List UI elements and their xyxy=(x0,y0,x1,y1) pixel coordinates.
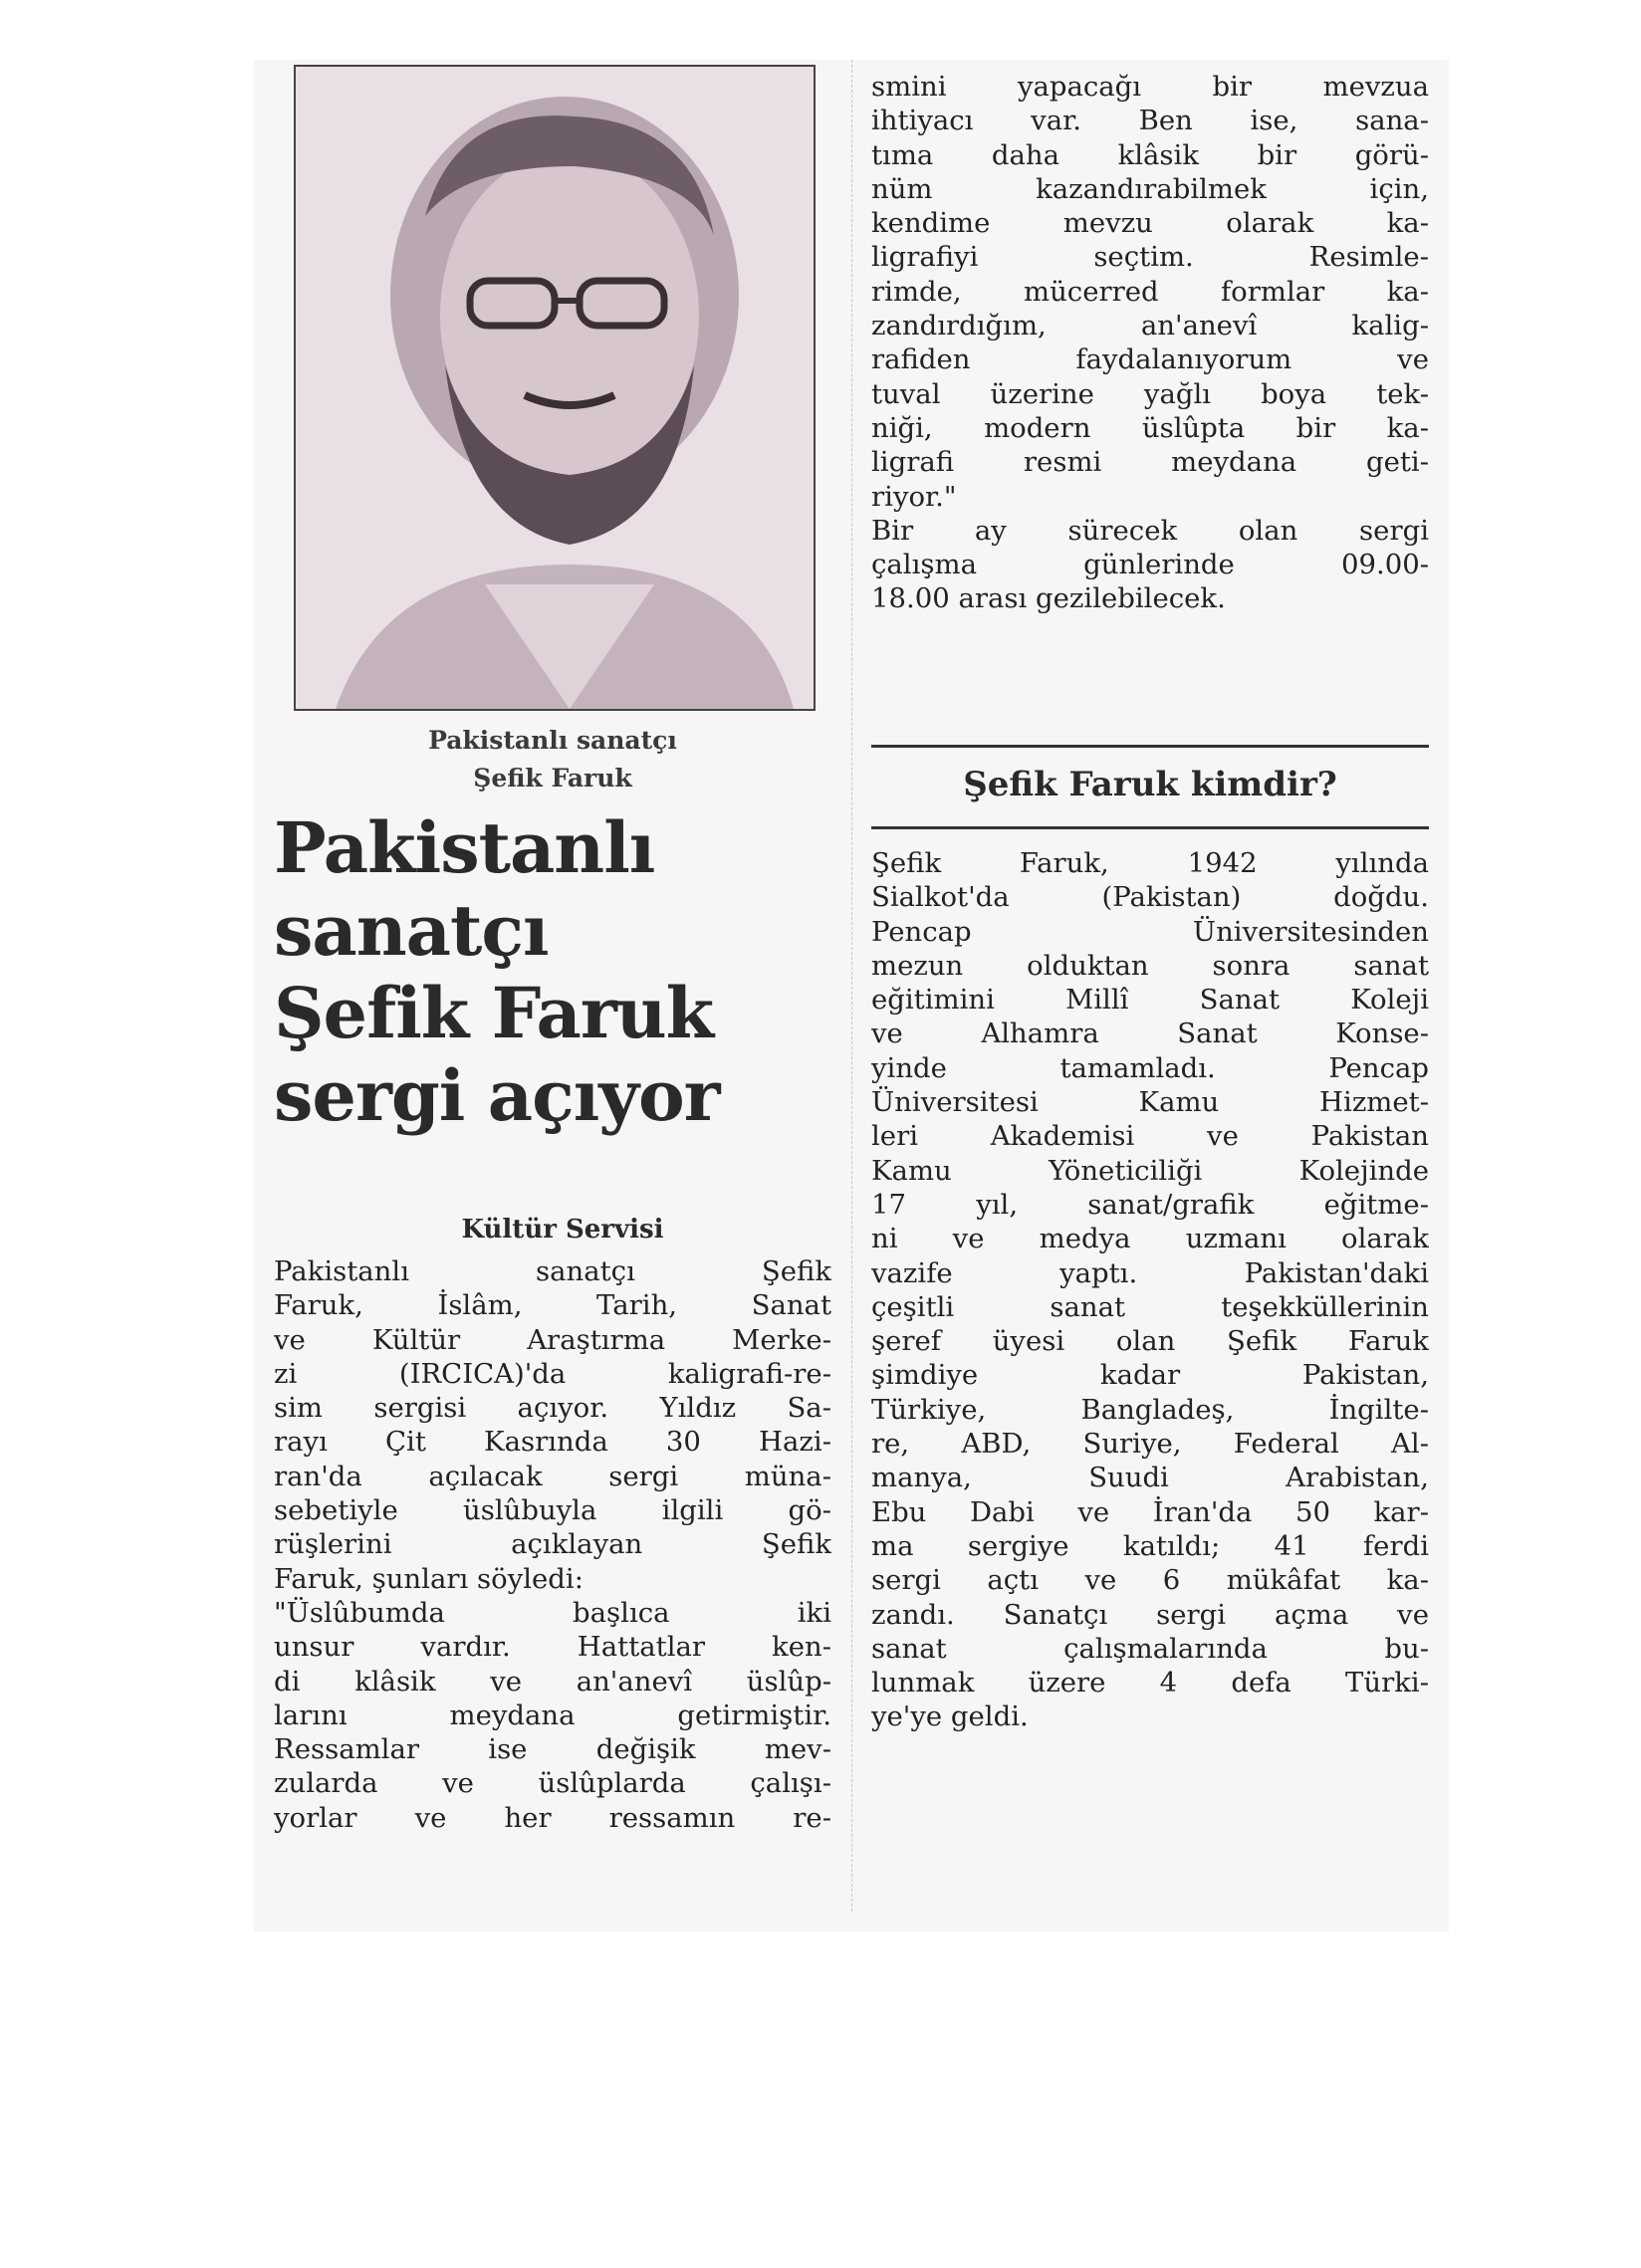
text-line: çeşitli sanat teşekküllerinin xyxy=(871,1290,1429,1323)
text-line: Ebu Dabi ve İran'da 50 kar- xyxy=(871,1495,1429,1528)
text-line: ve Alhamra Sanat Konse- xyxy=(871,1018,1429,1050)
text-line: eğitimini Millî Sanat Koleji xyxy=(871,984,1429,1017)
text-line: sergi açtı ve 6 mükâfat ka- xyxy=(871,1564,1429,1597)
text-line: rafiden faydalanıyorum ve xyxy=(871,343,1429,376)
text-line: yinde tamamladı. Pencap xyxy=(871,1051,1429,1084)
text-line: ma sergiye katıldı; 41 ferdi xyxy=(871,1529,1429,1562)
article-headline xyxy=(274,806,851,1137)
text-line: Faruk, şunları söyledi: xyxy=(274,1562,584,1595)
headline-line: Pakistanlı xyxy=(274,806,655,889)
text-line: mezun olduktan sonra sanat xyxy=(871,949,1429,982)
text-line: lunmak üzere 4 defa Türki- xyxy=(871,1667,1429,1700)
text-line: ligrafi resmi meydana geti- xyxy=(871,446,1429,479)
text-line: Kamu Yöneticiliği Kolejinde xyxy=(871,1154,1429,1187)
section-subhead: Şefik Faruk kimdir? xyxy=(963,765,1337,804)
text-line: Faruk, İslâm, Tarih, Sanat xyxy=(274,1289,831,1322)
text-line: Bir ay sürecek olan sergi xyxy=(871,514,1429,547)
text-line: re, ABD, Suriye, Federal Al- xyxy=(871,1428,1429,1461)
text-line: 17 yıl, sanat/grafik eğitme- xyxy=(871,1188,1429,1221)
byline: Kültür Servisi xyxy=(461,1215,664,1245)
text-line: ran'da açılacak sergi müna- xyxy=(274,1460,831,1492)
photo-caption xyxy=(294,722,812,797)
column-divider xyxy=(851,60,852,1912)
right-column-body-bottom xyxy=(871,846,1429,1734)
text-line: kendime mevzu olarak ka- xyxy=(871,207,1429,240)
right-column-body-top xyxy=(871,70,1429,616)
text-line: vazife yaptı. Pakistan'daki xyxy=(871,1256,1429,1289)
text-line: ye'ye geldi. xyxy=(871,1701,1029,1733)
text-line: zandı. Sanatçı sergi açma ve xyxy=(871,1598,1429,1631)
text-line: rayı Çit Kasrında 30 Hazi- xyxy=(274,1426,831,1459)
headline-line: Şefik Faruk xyxy=(274,972,714,1054)
text-line: zularda ve üslûplarda çalışı- xyxy=(274,1767,831,1800)
text-line: Sialkot'da (Pakistan) doğdu. xyxy=(871,881,1429,914)
text-line: tuval üzerine yağlı boya tek- xyxy=(871,377,1429,410)
text-line: ve Kültür Araştırma Merke- xyxy=(274,1323,831,1356)
text-line: şimdiye kadar Pakistan, xyxy=(871,1359,1429,1392)
text-line: smini yapacağı bir mevzua xyxy=(871,71,1429,103)
text-line: rüşlerini açıklayan Şefik xyxy=(274,1528,831,1561)
left-column-body xyxy=(274,1254,831,1835)
text-line: ni ve medya uzmanı olarak xyxy=(871,1223,1429,1255)
headline-line: sergi açıyor xyxy=(274,1054,720,1137)
text-line: manya, Suudi Arabistan, xyxy=(871,1462,1429,1494)
text-line: sanat çalışmalarında bu- xyxy=(871,1632,1429,1665)
text-line: zandırdığım, an'anevî kalig- xyxy=(871,310,1429,342)
text-line: çalışma günlerinde 09.00- xyxy=(871,549,1429,581)
text-line: Ressamlar ise değişik mev- xyxy=(274,1733,831,1766)
headline-line: sanatçı xyxy=(274,889,549,972)
text-line: yorlar ve her ressamın re- xyxy=(274,1801,831,1834)
text-line: şeref üyesi olan Şefik Faruk xyxy=(871,1325,1429,1358)
text-line: ihtiyacı var. Ben ise, sana- xyxy=(871,105,1429,137)
text-line: unsur vardır. Hattatlar ken- xyxy=(274,1631,831,1664)
text-line: Pencap Üniversitesinden xyxy=(871,915,1429,948)
newspaper-clipping xyxy=(254,60,1449,1931)
text-line: ligrafiyi seçtim. Resimle- xyxy=(871,241,1429,274)
text-line: di klâsik ve an'anevî üslûp- xyxy=(274,1665,831,1698)
portrait-photo xyxy=(294,65,816,711)
text-line: rimde, mücerred formlar ka- xyxy=(871,275,1429,308)
text-line: Pakistanlı sanatçı Şefik xyxy=(274,1255,831,1287)
text-line: leri Akademisi ve Pakistan xyxy=(871,1120,1429,1153)
text-line: tıma daha klâsik bir görü- xyxy=(871,138,1429,171)
text-line: niği, modern üslûpta bir ka- xyxy=(871,411,1429,444)
text-line: sim sergisi açıyor. Yıldız Sa- xyxy=(274,1392,831,1425)
text-line: Türkiye, Bangladeş, İngilte- xyxy=(871,1393,1429,1426)
portrait-illustration xyxy=(296,67,814,709)
text-line: "Üslûbumda başlıca iki xyxy=(274,1596,831,1629)
text-line: sebetiyle üslûbuyla ilgili gö- xyxy=(274,1494,831,1527)
text-line: riyor." xyxy=(871,480,957,513)
section-rule-bottom xyxy=(871,826,1429,829)
text-line: larını meydana getirmiştir. xyxy=(274,1699,831,1731)
section-rule-top xyxy=(871,745,1429,748)
text-line: Şefik Faruk, 1942 yılında xyxy=(871,847,1429,879)
text-line: 18.00 arası gezilebilecek. xyxy=(871,582,1226,615)
caption-line: Şefik Faruk xyxy=(473,764,632,793)
text-line: Üniversitesi Kamu Hizmet- xyxy=(871,1086,1429,1119)
text-line: nüm kazandırabilmek için, xyxy=(871,172,1429,205)
caption-line: Pakistanlı sanatçı xyxy=(428,726,677,755)
text-line: zi (IRCICA)'da kaligrafi-re- xyxy=(274,1357,831,1390)
